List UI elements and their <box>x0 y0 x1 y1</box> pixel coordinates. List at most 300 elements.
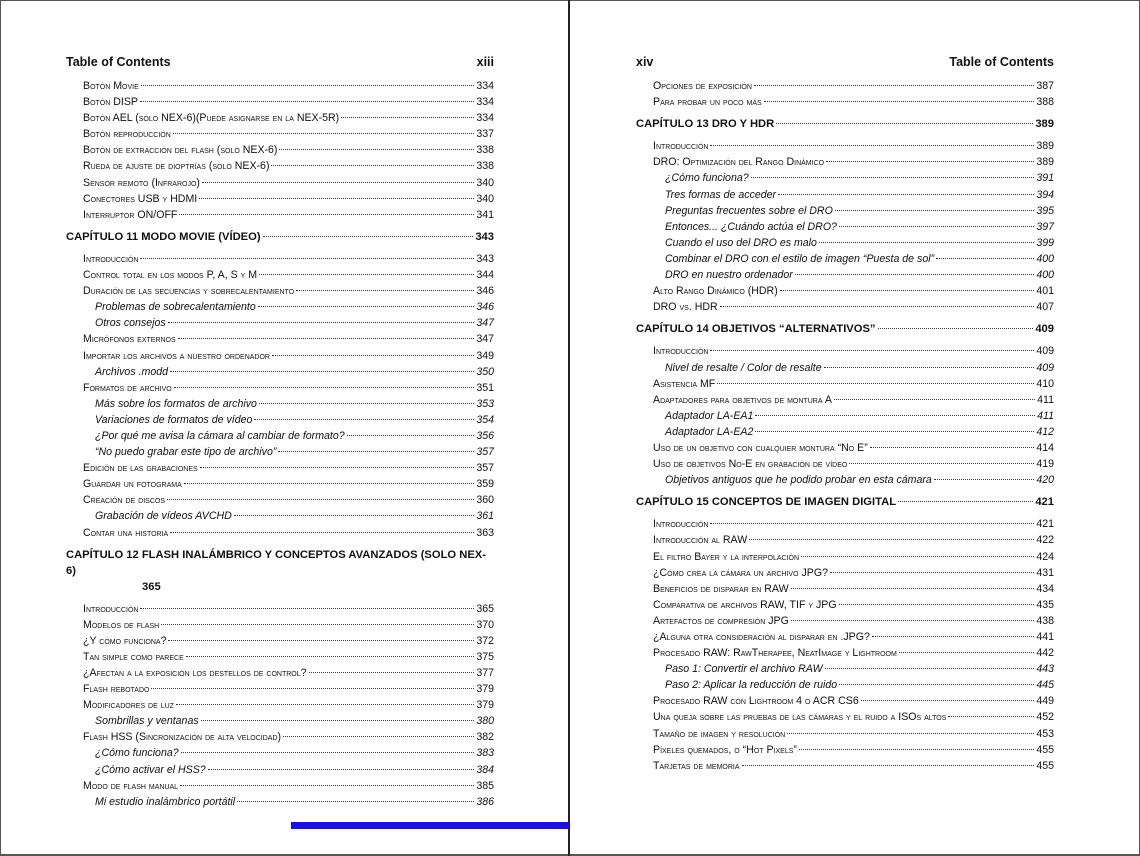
toc-entry[interactable] <box>636 138 1054 154</box>
toc-entry[interactable] <box>66 315 494 331</box>
toc-entry[interactable] <box>66 267 494 283</box>
toc-entry[interactable] <box>66 126 494 142</box>
toc-page-number: 349 <box>476 349 494 362</box>
toc-dot-leader <box>878 328 1034 329</box>
toc-entry[interactable] <box>636 235 1054 251</box>
toc-entry-title: ¿Por qué me avisa la cámara al cambiar de formato? <box>95 429 345 442</box>
toc-page-number: 334 <box>476 96 494 109</box>
reading-progress-bar <box>291 822 569 829</box>
toc-entry-title: Adaptadores para objetivos de montura A <box>653 393 832 406</box>
toc-entry-title: Modificadores de luz <box>83 699 174 712</box>
toc-entry[interactable] <box>636 408 1054 424</box>
toc-entry-title: Adaptador LA-EA1 <box>665 409 754 422</box>
toc-page-number: 422 <box>1036 534 1054 547</box>
toc-entry-title: ¿Cómo funciona? <box>665 172 749 185</box>
toc-page-number: 409 <box>1036 361 1054 374</box>
toc-page-number: 421 <box>1036 518 1054 531</box>
toc-dot-leader <box>263 236 474 237</box>
toc-page-number: 379 <box>476 683 494 696</box>
toc-entry-title: Formatos de archivo <box>83 381 172 394</box>
toc-entry-title: Objetivos antiguos que he podido probar en esta cámara <box>665 474 932 487</box>
toc-dot-leader <box>795 274 1035 275</box>
toc-entry-title: Interruptor ON/OFF <box>83 208 178 221</box>
toc-entry-title: Nivel de resalte / Color de resalte <box>665 361 822 374</box>
toc-dot-leader <box>780 290 1035 291</box>
toc-dot-leader <box>899 652 1034 653</box>
toc-entry-title: ¿Y cómo funciona? <box>83 634 167 647</box>
toc-entry[interactable] <box>66 175 494 191</box>
toc-page-number: 379 <box>476 699 494 712</box>
toc-page-number: 449 <box>1036 695 1054 708</box>
toc-dot-leader <box>234 515 475 516</box>
toc-page-number: 340 <box>476 176 494 189</box>
toc-entry[interactable] <box>66 649 494 665</box>
toc-page-number: 438 <box>1036 614 1054 627</box>
toc-page-number: 443 <box>1036 663 1054 676</box>
toc-entry-title: Introducción <box>653 345 709 358</box>
toc-entry[interactable] <box>66 110 494 126</box>
toc-page-number: 434 <box>1036 582 1054 595</box>
toc-page-number: 394 <box>1036 188 1054 201</box>
toc-page-number: 354 <box>476 413 494 426</box>
toc-entry-title: Paso 1: Convertir el archivo RAW <box>665 663 823 676</box>
toc-entry[interactable] <box>66 633 494 649</box>
toc-entry[interactable] <box>66 617 494 633</box>
toc-page-number: 382 <box>476 731 494 744</box>
toc-entry[interactable] <box>66 762 494 778</box>
toc-entry-title: Variaciones de formatos de vídeo <box>95 413 253 426</box>
toc-entry[interactable] <box>636 343 1054 359</box>
toc-entry-title: Control total en los modos P, A, S y M <box>83 269 258 282</box>
toc-page-number: 419 <box>1036 458 1054 471</box>
toc-entry[interactable] <box>66 348 494 364</box>
toc-entry[interactable] <box>636 360 1054 376</box>
toc-dot-leader <box>184 483 475 484</box>
toc-entry[interactable] <box>636 424 1054 440</box>
toc-page-number: 399 <box>1036 236 1054 249</box>
toc-page-number: 377 <box>476 667 494 679</box>
window-left-border <box>0 0 1 856</box>
toc-dot-leader <box>202 182 474 183</box>
toc-dot-leader <box>161 624 474 625</box>
toc-dot-leader <box>176 704 474 705</box>
toc-page-number: 340 <box>476 192 494 205</box>
toc-page-number: 365 <box>476 602 494 615</box>
toc-entry[interactable] <box>66 492 494 508</box>
toc-page-number: 389 <box>1036 156 1054 169</box>
toc-dot-leader <box>170 532 474 533</box>
toc-entry-title: Beneficios de disparar en RAW <box>653 582 789 595</box>
toc-dot-leader <box>140 101 474 102</box>
toc-page-number: 414 <box>1036 441 1054 454</box>
toc-dot-leader <box>167 499 474 500</box>
toc-page-number: 455 <box>1036 759 1054 772</box>
toc-entry-title: Tamaño de imagen y resolución <box>653 727 786 740</box>
toc-entry[interactable] <box>636 170 1054 186</box>
toc-dot-leader <box>151 688 474 689</box>
toc-dot-leader <box>819 242 1034 243</box>
toc-chapter-heading[interactable] <box>66 229 494 245</box>
toc-page-number: 401 <box>1036 285 1054 298</box>
toc-dot-leader <box>208 769 475 770</box>
toc-dot-leader <box>839 226 1034 227</box>
toc-entry[interactable] <box>636 283 1054 299</box>
toc-dot-leader <box>237 801 474 802</box>
toc-dot-leader <box>173 133 475 134</box>
toc-entry[interactable] <box>66 251 494 267</box>
left-page-number: xiii <box>476 55 494 69</box>
toc-entry[interactable] <box>66 380 494 396</box>
toc-entry[interactable] <box>636 581 1054 597</box>
toc-dot-leader <box>717 383 1034 384</box>
toc-entry-title: Botón AEL (solo NEX-6)(Puede asignarse en la NEX-5R) <box>83 112 340 125</box>
toc-entry[interactable] <box>66 460 494 476</box>
toc-entry-title: “No puedo grabar este tipo de archivo” <box>95 446 277 459</box>
toc-entry[interactable] <box>636 456 1054 472</box>
toc-entry-title: Más sobre los formatos de archivo <box>95 397 257 410</box>
toc-page-number: 343 <box>476 252 494 265</box>
toc-entry-title: ¿Cómo crea la cámara un archivo JPG? <box>653 566 828 579</box>
toc-dot-leader <box>199 198 474 199</box>
left-page-header <box>66 53 494 78</box>
toc-dot-leader <box>824 367 1035 368</box>
toc-dot-leader <box>272 355 474 356</box>
toc-page-number: 363 <box>476 526 494 539</box>
toc-page-number: 385 <box>476 779 494 792</box>
toc-entry-title: Introducción <box>83 252 139 265</box>
toc-entry[interactable] <box>636 299 1054 315</box>
toc-entry-title: ¿Afectan a la exposición los destellos de control? <box>83 667 307 679</box>
toc-entry-title: ¿Alguna otra consideración al disparar en .JPG? <box>653 631 870 643</box>
toc-entry-title: Preguntas frecuentes sobre el DRO <box>665 204 833 217</box>
toc-entry[interactable] <box>66 729 494 745</box>
toc-page-number: 341 <box>476 208 494 221</box>
toc-page-number: 388 <box>1036 96 1054 109</box>
toc-entry-title: Micrófonos externos <box>83 333 176 346</box>
toc-entry-title: Uso de objetivos No-E en grabación de vídeo <box>653 458 848 471</box>
toc-entry[interactable] <box>66 697 494 713</box>
toc-page-number: 420 <box>1036 474 1054 487</box>
toc-entry[interactable] <box>66 444 494 460</box>
toc-entry[interactable] <box>636 726 1054 742</box>
left-header-title: Table of Contents <box>66 55 171 69</box>
toc-entry-title: DRO en nuestro ordenador <box>665 269 793 282</box>
toc-dot-leader <box>755 415 1035 416</box>
toc-dot-leader <box>278 451 474 452</box>
toc-dot-leader <box>283 736 474 737</box>
toc-dot-leader <box>181 752 475 753</box>
toc-page-number: 389 <box>1035 118 1054 131</box>
toc-entry[interactable] <box>66 396 494 412</box>
toc-chapter-title: CAPÍTULO 13 DRO Y HDR <box>636 118 775 131</box>
toc-entry-title: Procesado RAW con Lightroom 4 o ACR CS6 <box>653 695 859 708</box>
toc-entry[interactable] <box>66 364 494 380</box>
toc-page-number: 386 <box>476 795 494 808</box>
toc-entry-title: ¿Cómo funciona? <box>95 747 179 760</box>
toc-dot-leader <box>755 431 1034 432</box>
toc-page-number: 441 <box>1036 631 1054 643</box>
toc-dot-leader <box>898 501 1033 502</box>
toc-dot-leader <box>778 194 1034 195</box>
toc-dot-leader <box>870 447 1035 448</box>
toc-page-number: 383 <box>476 747 494 760</box>
toc-chapter-heading[interactable] <box>636 494 1054 510</box>
toc-page-number: 387 <box>1036 80 1054 92</box>
toc-entry[interactable] <box>636 251 1054 267</box>
toc-entry[interactable] <box>66 299 494 315</box>
toc-page-number: 365 <box>142 580 161 593</box>
toc-entry[interactable] <box>636 472 1054 488</box>
toc-entry[interactable] <box>66 745 494 761</box>
toc-page-number: 421 <box>1035 496 1054 509</box>
toc-page-number: 357 <box>476 462 494 475</box>
toc-entry[interactable] <box>66 778 494 794</box>
toc-page-number: 356 <box>476 429 494 442</box>
toc-entry[interactable] <box>636 549 1054 565</box>
right-page-header <box>636 53 1054 78</box>
toc-entry[interactable] <box>66 665 494 681</box>
toc-chapter-heading[interactable] <box>636 116 1054 132</box>
toc-entry[interactable] <box>66 601 494 617</box>
toc-entry[interactable] <box>66 158 494 174</box>
toc-dot-leader <box>776 123 1033 124</box>
toc-page-number: 338 <box>476 160 494 173</box>
toc-entry-title: Introducción <box>653 140 709 153</box>
toc-dot-leader <box>174 387 475 388</box>
toc-chapter-heading[interactable] <box>636 321 1054 337</box>
left-toc-list <box>66 78 494 810</box>
toc-dot-leader <box>168 322 475 323</box>
toc-entry-title: Botón reproducción <box>83 128 171 141</box>
toc-dot-leader <box>835 210 1034 211</box>
toc-entry-title: El filtro Bayer y la interpolación <box>653 550 800 563</box>
toc-dot-leader <box>140 258 474 259</box>
toc-dot-leader <box>179 214 474 215</box>
toc-entry-title: Duración de las secuencias y sobrecalentamiento <box>83 285 295 298</box>
toc-dot-leader <box>170 371 474 372</box>
toc-entry-title: DRO: Optimización del Rango Dinámico <box>653 156 825 169</box>
toc-entry[interactable] <box>66 283 494 299</box>
toc-entry[interactable] <box>636 78 1054 94</box>
toc-dot-leader <box>141 85 475 86</box>
toc-dot-leader <box>710 350 1034 351</box>
toc-entry[interactable] <box>66 207 494 223</box>
toc-page-number: 359 <box>476 478 494 491</box>
toc-entry[interactable] <box>636 661 1054 677</box>
toc-dot-leader <box>180 785 474 786</box>
toc-entry[interactable] <box>636 613 1054 629</box>
toc-page-number: 344 <box>476 269 494 282</box>
toc-dot-leader <box>258 306 475 307</box>
toc-entry-title: Para probar un poco más <box>653 96 762 109</box>
toc-dot-leader <box>254 419 474 420</box>
toc-entry[interactable] <box>636 565 1054 581</box>
toc-entry-title: Cuando el uso del DRO es malo <box>665 236 817 249</box>
toc-entry-title: Botón DISP <box>83 96 138 109</box>
toc-entry-title: Creación de discos <box>83 494 165 507</box>
toc-page-number: 346 <box>476 301 494 314</box>
toc-entry[interactable] <box>636 629 1054 645</box>
toc-entry[interactable] <box>636 693 1054 709</box>
toc-page-number: 353 <box>476 397 494 410</box>
toc-entry[interactable] <box>66 331 494 347</box>
toc-entry[interactable] <box>66 191 494 207</box>
toc-entry-title: Tarjetas de memoria <box>653 759 740 772</box>
toc-entry[interactable] <box>636 267 1054 283</box>
left-page <box>66 53 494 810</box>
toc-page-number: 407 <box>1036 301 1054 314</box>
toc-entry[interactable] <box>636 94 1054 110</box>
toc-entry[interactable] <box>636 677 1054 693</box>
toc-entry[interactable] <box>66 94 494 110</box>
toc-dot-leader <box>751 177 1035 178</box>
toc-page-number: 343 <box>475 230 494 243</box>
toc-entry-title: Introducción <box>653 518 709 531</box>
toc-dot-leader <box>825 668 1035 669</box>
toc-entry[interactable] <box>66 78 494 94</box>
toc-entry[interactable] <box>636 645 1054 661</box>
toc-entry-title: Problemas de sobrecalentamiento <box>95 301 256 314</box>
toc-entry-title: Combinar el DRO con el estilo de imagen “Puesta de sol” <box>665 252 935 265</box>
toc-entry[interactable] <box>66 412 494 428</box>
toc-entry[interactable] <box>66 508 494 524</box>
toc-entry-title: Conectores USB y HDMI <box>83 192 198 205</box>
toc-dot-leader <box>791 620 1035 621</box>
toc-page-number: 334 <box>476 80 494 92</box>
toc-page-number: 412 <box>1036 425 1054 438</box>
toc-dot-leader <box>872 636 1034 637</box>
window-top-border <box>0 0 1140 1</box>
toc-page-number: 455 <box>1036 743 1054 756</box>
toc-dot-leader <box>309 672 475 673</box>
toc-entry-title: Otros consejos <box>95 317 166 330</box>
toc-page-number: 453 <box>1036 727 1054 740</box>
toc-entry-title: Sensor remoto (Infrarojo) <box>83 176 200 189</box>
toc-entry-title: Edición de las grabaciones <box>83 462 198 475</box>
toc-dot-leader <box>720 306 1035 307</box>
toc-entry[interactable] <box>636 392 1054 408</box>
toc-entry-title: Asistencia MF <box>653 377 716 390</box>
toc-entry[interactable] <box>636 440 1054 456</box>
toc-entry-title: Introducción <box>83 602 139 615</box>
toc-entry-title: Tan simple como parece <box>83 650 184 663</box>
toc-entry[interactable] <box>636 597 1054 613</box>
toc-page-number: 360 <box>476 494 494 507</box>
toc-chapter-heading[interactable] <box>66 547 494 595</box>
toc-page-number: 334 <box>476 112 494 125</box>
toc-page-number: 346 <box>476 285 494 298</box>
toc-entry-title: Modelos de flash <box>83 618 160 631</box>
toc-entry-title: Uso de un objetivo con cualquier montura “No E” <box>653 441 868 454</box>
toc-entry[interactable] <box>66 142 494 158</box>
toc-entry-title: Artefactos de compresión JPG <box>653 614 789 627</box>
toc-page-number: 452 <box>1036 711 1054 724</box>
toc-entry-title: Comparativa de archivos RAW, TIF y JPG <box>653 598 837 611</box>
toc-entry[interactable] <box>636 532 1054 548</box>
toc-dot-leader <box>839 684 1034 685</box>
toc-entry-title: Opciones de exposición <box>653 80 752 92</box>
toc-entry[interactable] <box>66 681 494 697</box>
toc-entry[interactable] <box>66 476 494 492</box>
toc-entry-title: Mi estudio inalámbrico portátil <box>95 795 236 808</box>
toc-entry-title: Contar una historia <box>83 526 169 539</box>
toc-dot-leader <box>259 403 474 404</box>
toc-dot-leader <box>801 556 1034 557</box>
toc-entry-title: Botón de extracción del flash (solo NEX-6) <box>83 144 278 157</box>
toc-page-number: 391 <box>1036 172 1054 185</box>
toc-page-number: 347 <box>476 333 494 346</box>
toc-page-number: 400 <box>1036 252 1054 265</box>
toc-dot-leader <box>754 85 1034 86</box>
toc-entry[interactable] <box>66 713 494 729</box>
toc-page-number: 337 <box>476 128 494 141</box>
toc-entry[interactable] <box>636 203 1054 219</box>
toc-dot-leader <box>834 399 1035 400</box>
toc-dot-leader <box>259 274 474 275</box>
toc-entry-title: Flash rebotado <box>83 683 150 696</box>
toc-page-number: 384 <box>476 763 494 776</box>
toc-entry[interactable] <box>636 516 1054 532</box>
toc-dot-leader <box>296 290 474 291</box>
toc-entry-title: Flash HSS (Sincronización de alta velocidad) <box>83 731 282 744</box>
toc-entry[interactable] <box>636 187 1054 203</box>
toc-entry-title: Tres formas de acceder <box>665 188 777 201</box>
toc-chapter-title: CAPÍTULO 14 OBJETIVOS “ALTERNATIVOS” <box>636 323 876 336</box>
toc-dot-leader <box>341 117 474 118</box>
toc-entry-title: DRO vs. HDR <box>653 301 718 314</box>
toc-dot-leader <box>830 572 1034 573</box>
toc-chapter-title: CAPÍTULO 12 FLASH INALÁMBRICO Y CONCEPTOS AVANZADOS (SOLO NEX-6) <box>66 548 486 577</box>
toc-entry[interactable] <box>636 742 1054 758</box>
toc-dot-leader <box>168 640 474 641</box>
toc-dot-leader <box>201 720 475 721</box>
toc-page-number: 409 <box>1035 323 1054 336</box>
right-page-number: xiv <box>636 55 654 69</box>
toc-page-number: 350 <box>476 365 494 378</box>
toc-entry[interactable] <box>636 219 1054 235</box>
toc-dot-leader <box>710 523 1034 524</box>
toc-page-number: 361 <box>476 510 494 523</box>
page-spread-divider <box>568 0 570 856</box>
toc-entry[interactable] <box>636 154 1054 170</box>
toc-page-number: 397 <box>1036 220 1054 233</box>
toc-entry[interactable] <box>636 758 1054 774</box>
toc-dot-leader <box>200 467 475 468</box>
toc-entry[interactable] <box>636 376 1054 392</box>
toc-page-number: 411 <box>1037 393 1054 406</box>
toc-entry[interactable] <box>66 525 494 541</box>
right-toc-list <box>636 78 1054 774</box>
toc-entry-title: Guardar un fotograma <box>83 478 182 491</box>
toc-entry-title: Botón Movie <box>83 80 139 92</box>
toc-entry[interactable] <box>636 709 1054 725</box>
toc-page-number: 347 <box>476 317 494 330</box>
toc-dot-leader <box>934 479 1035 480</box>
toc-dot-leader <box>140 608 474 609</box>
toc-page-number: 351 <box>476 381 494 394</box>
toc-page-number: 424 <box>1036 550 1054 563</box>
toc-entry[interactable] <box>66 794 494 810</box>
toc-dot-leader <box>271 165 474 166</box>
toc-dot-leader <box>826 161 1034 162</box>
toc-page-number: 442 <box>1036 647 1054 660</box>
right-page <box>636 53 1054 774</box>
toc-entry[interactable] <box>66 428 494 444</box>
toc-entry-title: Rueda de ajuste de dioptrías (solo NEX-6) <box>83 160 270 173</box>
toc-page-number: 380 <box>476 715 494 728</box>
toc-entry-title: Adaptador LA-EA2 <box>665 425 754 438</box>
toc-dot-leader <box>791 588 1035 589</box>
